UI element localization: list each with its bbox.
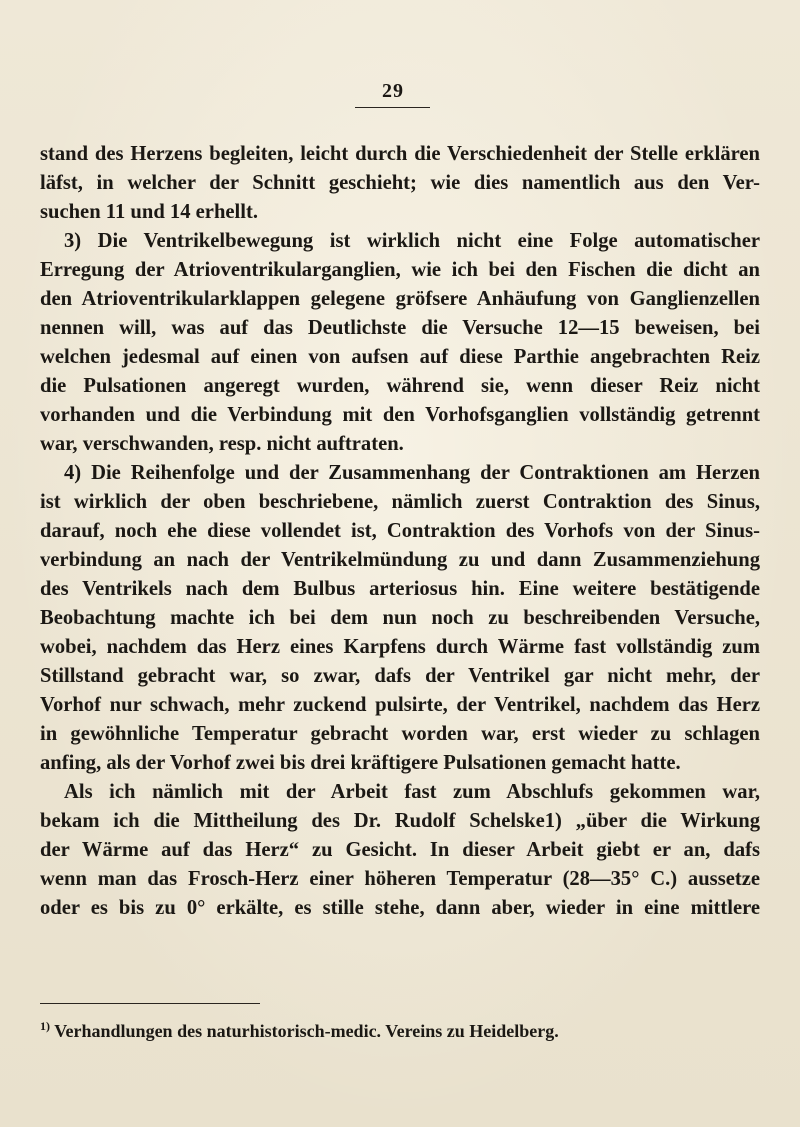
text-line: wobei, nachdem das Herz eines Karpfens durch Wärme fast vollständig zum <box>40 636 760 658</box>
text-line: oder es bis zu 0° erkälte, es stille stehe, dann aber, wieder in eine mittlere <box>40 897 760 919</box>
text-line: den Atrioventrikularklappen gelegene gröfsere Anhäufung von Ganglienzellen <box>40 288 760 310</box>
text-line: war, verschwanden, resp. nicht auftraten. <box>40 433 404 455</box>
text-line: suchen 11 und 14 erhellt. <box>40 201 258 223</box>
footnote-rule <box>40 1003 260 1004</box>
text-line: 3) Die Ventrikelbewegung ist wirklich nicht eine Folge automatischer <box>64 230 760 252</box>
text-line: welchen jedesmal auf einen von aufsen auf diese Parthie angebrachten Reiz <box>40 346 760 368</box>
body-text <box>40 140 760 923</box>
footnote-text: Verhandlungen des naturhistorisch-medic. Vereins zu Heidelberg. <box>54 1021 559 1041</box>
text-line: Beobachtung machte ich bei dem nun noch zu beschreibenden Versuche, <box>40 607 760 629</box>
text-line: wenn man das Frosch-Herz einer höheren Temperatur (28—35° C.) aussetze <box>40 868 760 890</box>
footnote-marker: 1) <box>40 1019 50 1033</box>
text-line: des Ventrikels nach dem Bulbus arteriosus hin. Eine weitere bestätigende <box>40 578 760 600</box>
text-line: in gewöhnliche Temperatur gebracht worden war, erst wieder zu schlagen <box>40 723 760 745</box>
text-line: läfst, in welcher der Schnitt geschieht; wie dies namentlich aus den Ver- <box>40 172 760 194</box>
text-line: verbindung an nach der Ventrikelmündung zu und dann Zusammenziehung <box>40 549 760 571</box>
text-line: nennen will, was auf das Deutlichste die Versuche 12—15 beweisen, bei <box>40 317 760 339</box>
text-line: stand des Herzens begleiten, leicht durch die Verschiedenheit der Stelle erklären <box>40 143 760 165</box>
text-line: Vorhof nur schwach, mehr zuckend pulsirte, der Ventrikel, nachdem das Herz <box>40 694 760 716</box>
text-line: Stillstand gebracht war, so zwar, dafs der Ventrikel gar nicht mehr, der <box>40 665 760 687</box>
text-line: vorhanden und die Verbindung mit den Vorhofsganglien vollständig getrennt <box>40 404 760 426</box>
text-line: der Wärme auf das Herz“ zu Gesicht. In dieser Arbeit giebt er an, dafs <box>40 839 760 861</box>
page-number: 29 <box>382 80 404 102</box>
text-line: 4) Die Reihenfolge und der Zusammenhang der Contraktionen am Herzen <box>64 462 760 484</box>
text-line: Als ich nämlich mit der Arbeit fast zum Abschlufs gekommen war, <box>64 781 760 803</box>
text-line: Erregung der Atrioventrikularganglien, wie ich bei den Fischen die dicht an <box>40 259 760 281</box>
text-line: bekam ich die Mittheilung des Dr. Rudolf Schelske1) „über die Wirkung <box>40 810 760 832</box>
text-line: ist wirklich der oben beschriebene, nämlich zuerst Contraktion des Sinus, <box>40 491 760 513</box>
text-line: die Pulsationen angeregt wurden, während sie, wenn dieser Reiz nicht <box>40 375 760 397</box>
text-line: darauf, noch ehe diese vollendet ist, Contraktion des Vorhofs von der Sinus- <box>40 520 760 542</box>
page-number-rule <box>355 107 430 108</box>
footnote <box>40 1019 760 1042</box>
text-line: anfing, als der Vorhof zwei bis drei kräftigere Pulsationen gemacht hatte. <box>40 752 681 774</box>
